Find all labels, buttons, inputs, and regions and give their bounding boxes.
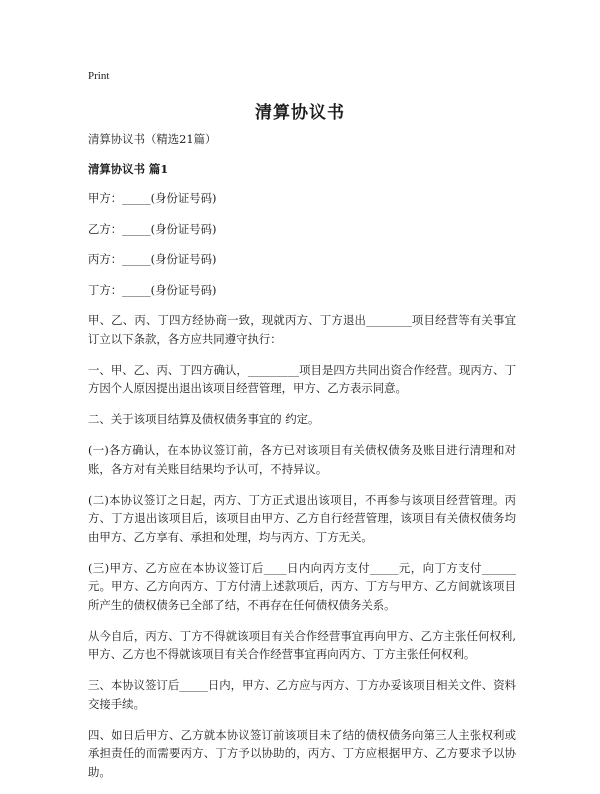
- print-link[interactable]: Print: [88, 70, 110, 82]
- paragraph-clause-2-3: (三)甲方、乙方应在本协议签订后____日内向丙方支付_____元，向丁方支付______元。甲方、乙方向丙方、丁方付清上述款项后，丙方、丁方与甲方、乙方间就该项目所产生的债权债务已全部了结，不再存在任何债权债务关系。: [88, 560, 516, 612]
- paragraph-clause-2-1: (一)各方确认，在本协议签订前，各方已对该项目有关债权债务及账目进行清理和对账，各方对有关账目结果均予认可，不持异议。: [88, 443, 516, 476]
- paragraph-clause-3: 三、本协议签订后_____日内，甲方、乙方应与丙方、丁方办妥该项目相关文件、资料交接手续。: [88, 678, 516, 711]
- paragraph-clause-4: 四、如日后甲方、乙方就本协议签订前该项目未了结的债权债务向第三人主张权利或承担责任的而需要丙方、丁方予以协助的，丙方、丁方应根据甲方、乙方要求予以协助。: [88, 727, 516, 779]
- paragraph-clause-2-2: (二)本协议签订之日起，丙方、丁方正式退出该项目，不再参与该项目经营管理。丙方、丁方退出该项目后，该项目由甲方、乙方自行经营管理，该项目有关债权债务均由甲方、乙方享有、承担和处理，均与丙方、丁方无关。: [88, 492, 516, 544]
- party-line-d: 丁方：_____(身份证号码): [88, 282, 217, 297]
- paragraph-clause-1: 一、甲、乙、丙、丁四方确认，_________项目是四方共同出资合作经营。现丙方、丁方因个人原因提出退出该项目经营管理，甲方、乙方表示同意。: [88, 362, 516, 395]
- paragraph-clause-2-note: 从今自后，丙方、丁方不得就该项目有关合作经营事宜再向甲方、乙方主张任何权利,甲方、乙方也不得就该项目有关合作经营事宜再向丙方、丁方主张任何权利。: [88, 628, 516, 661]
- document-title: 清算协议书: [255, 103, 345, 123]
- section-heading: 清算协议书 篇1: [88, 161, 169, 176]
- paragraph-clause-2: 二、关于该项目结算及债权债务事宜的 约定。: [88, 412, 320, 426]
- party-line-b: 乙方：_____(身份证号码): [88, 221, 217, 236]
- party-line-a: 甲方：_____(身份证号码): [88, 191, 217, 205]
- paragraph-intro: 甲、乙、丙、丁四方经协商一致，现就丙方、丁方退出________项目经营等有关事宜订立以下条款，各方应共同遵守执行：: [88, 313, 516, 346]
- party-line-c: 丙方：_____(身份证号码): [88, 252, 217, 266]
- document-body: [88, 130, 516, 794]
- document-subtitle: 清算协议书（精选21篇）: [88, 132, 217, 146]
